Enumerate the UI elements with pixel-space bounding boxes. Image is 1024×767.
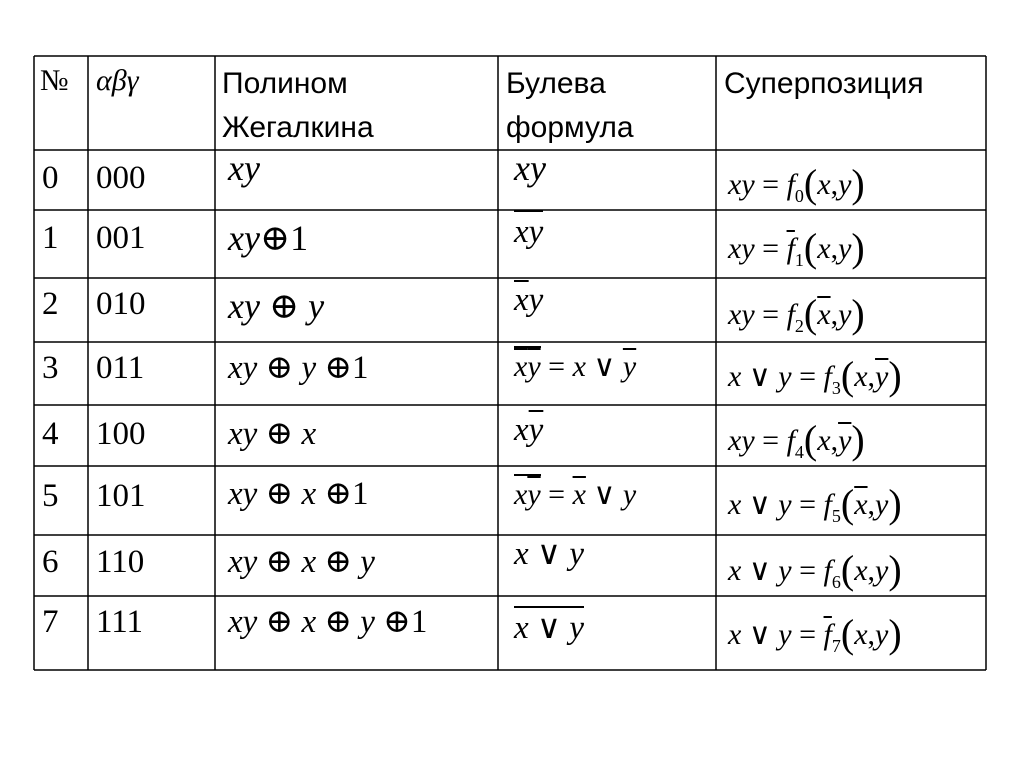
term-y: y	[778, 488, 792, 521]
zhegalkin-3	[228, 352, 369, 385]
term-one: 1	[352, 476, 369, 512]
row-num-6: 6	[42, 544, 59, 580]
term-y: y	[838, 298, 852, 331]
boolean-2	[514, 284, 543, 317]
term-x: x	[728, 360, 742, 393]
term-xy: xy	[228, 416, 258, 452]
term-x: x	[301, 604, 317, 640]
xor-symbol: ⊕	[265, 416, 294, 452]
comma: ,	[830, 424, 839, 457]
or-symbol: ∨	[593, 350, 616, 383]
superposition-2	[728, 291, 865, 336]
eq-symbol: =	[762, 424, 780, 457]
term-y: y	[569, 610, 584, 646]
term-xy: xy	[514, 148, 546, 188]
xor-symbol: ⊕	[265, 544, 294, 580]
superposition-1	[728, 225, 865, 270]
paren-left: (	[803, 225, 818, 270]
term-one: 1	[352, 350, 369, 386]
paren-right: )	[888, 547, 902, 592]
row-abg-2: 010	[96, 286, 146, 322]
term-y: y	[622, 478, 637, 511]
term-y-negated: $\overline{y}$	[875, 360, 889, 393]
paren-right: )	[851, 225, 865, 270]
header-abg: αβγ	[96, 64, 139, 97]
function-f: f	[823, 360, 832, 393]
term-y-negated: $\overline{y}$	[527, 478, 541, 511]
superposition-7	[728, 611, 902, 656]
header-superposition: Суперпозиция	[724, 67, 924, 100]
term-x: x	[817, 232, 831, 265]
term-x: x	[572, 350, 586, 383]
comma: ,	[867, 554, 876, 587]
term-x: x	[854, 554, 868, 587]
row-num-5: 5	[42, 478, 59, 514]
function-f: f	[823, 554, 832, 587]
eq-symbol: =	[762, 232, 780, 265]
comma: ,	[867, 488, 876, 521]
paren-right: )	[851, 161, 865, 206]
or-symbol: ∨	[748, 554, 771, 587]
function-subscript: 6	[831, 572, 841, 592]
function-subscript: 7	[831, 636, 841, 656]
term-xy: xy	[728, 424, 755, 457]
paren-left: (	[803, 417, 818, 462]
function-f-negated: $\overline{f}$	[786, 232, 795, 265]
term-x: x	[514, 536, 529, 572]
xor-symbol: ⊕	[383, 604, 411, 640]
function-f: f	[823, 488, 832, 521]
term-x: x	[301, 476, 317, 512]
term-x-negated: $\overline{x}$	[514, 350, 528, 383]
term-xy: xy	[228, 476, 258, 512]
xor-symbol: ⊕	[265, 476, 294, 512]
function-f: f	[786, 424, 795, 457]
eq-symbol: =	[548, 350, 566, 383]
superposition-4	[728, 417, 865, 462]
zhegalkin-7	[228, 606, 427, 639]
xor-symbol: ⊕	[324, 476, 353, 512]
row-num-2: 2	[42, 286, 59, 322]
function-subscript: 4	[794, 442, 804, 462]
term-y: y	[528, 282, 544, 318]
function-f-negated: $\overline{f}$	[823, 618, 832, 651]
xor-symbol: ⊕	[259, 218, 291, 258]
zhegalkin-2	[228, 288, 324, 324]
term-x-negated: $\overline{x}$	[854, 488, 868, 521]
function-subscript: 5	[831, 506, 841, 526]
eq-symbol: =	[799, 618, 817, 651]
function-f: f	[786, 298, 795, 331]
header-zhegalkin: Полином Жегалкина	[222, 67, 374, 144]
term-y-negated: $\overline{y}$	[528, 412, 544, 448]
or-symbol: ∨	[748, 488, 771, 521]
superposition-0	[728, 161, 865, 206]
function-subscript: 2	[794, 316, 804, 336]
comma: ,	[867, 618, 876, 651]
eq-symbol: =	[799, 554, 817, 587]
paren-left: (	[840, 611, 855, 656]
negated-term	[514, 346, 541, 383]
zhegalkin-6	[228, 546, 375, 579]
eq-symbol: =	[548, 478, 566, 511]
eq-symbol: =	[799, 360, 817, 393]
row-abg-1: 001	[96, 220, 146, 256]
paren-right: )	[888, 481, 902, 526]
term-x: x	[728, 554, 742, 587]
function-subscript: 0	[794, 186, 804, 206]
zhegalkin-5	[228, 478, 369, 511]
paren-left: (	[803, 291, 818, 336]
header-boolean: Булева формула	[506, 67, 634, 144]
negated-term	[514, 606, 584, 646]
row-num-3: 3	[42, 350, 59, 386]
eq-symbol: =	[799, 488, 817, 521]
row-abg-5: 101	[96, 478, 146, 514]
boolean-0	[514, 150, 546, 186]
row-num-0: 0	[42, 160, 59, 196]
term-y: y	[778, 618, 792, 651]
term-xy: xy	[228, 350, 258, 386]
term-y: y	[778, 360, 792, 393]
term-x: x	[728, 488, 742, 521]
row-abg-6: 110	[96, 544, 145, 580]
paren-left: (	[840, 481, 855, 526]
xor-symbol: ⊕	[324, 544, 353, 580]
term-one: 1	[410, 604, 428, 640]
term-x-negated: $\overline{x}$	[817, 298, 831, 331]
term-y-negated: $\overline{y}$	[527, 350, 541, 383]
boolean-4	[514, 414, 543, 447]
term-y: y	[875, 488, 889, 521]
term-x: x	[728, 618, 742, 651]
xor-symbol: ⊕	[265, 350, 294, 386]
row-abg-0: 000	[96, 160, 146, 196]
row-num-1: 1	[42, 220, 59, 256]
term-y: y	[301, 350, 317, 386]
comma: ,	[867, 360, 876, 393]
term-xy: xy	[228, 604, 258, 640]
zhegalkin-1	[228, 220, 308, 256]
zhegalkin-0	[228, 150, 260, 186]
paren-left: (	[803, 161, 818, 206]
row-abg-7: 111	[96, 604, 144, 640]
term-y: y	[838, 232, 852, 265]
negated-term: xy	[514, 210, 543, 250]
term-x: x	[301, 544, 317, 580]
xor-symbol: ⊕	[265, 604, 294, 640]
term-x: x	[514, 412, 529, 448]
term-y: y	[838, 168, 852, 201]
term-y: y	[569, 536, 584, 572]
row-num-4: 4	[42, 416, 59, 452]
term-xy: xy	[228, 544, 258, 580]
or-symbol: ∨	[593, 478, 616, 511]
function-subscript: 1	[794, 250, 804, 270]
paren-right: )	[851, 291, 865, 336]
row-abg-3: 011	[96, 350, 145, 386]
paren-right: )	[888, 353, 902, 398]
function-subscript: 3	[831, 378, 841, 398]
boolean-7	[514, 612, 584, 645]
term-x: x	[514, 610, 529, 646]
function-f: f	[786, 168, 795, 201]
term-x-negated: $\overline{x}$	[572, 478, 586, 511]
row-num-7: 7	[42, 604, 59, 640]
superposition-6	[728, 547, 902, 592]
paren-left: (	[840, 547, 855, 592]
term-xy: xy	[228, 218, 260, 258]
or-symbol: ∨	[536, 536, 562, 572]
term-x: x	[817, 168, 831, 201]
comma: ,	[830, 168, 839, 201]
or-symbol: ∨	[748, 618, 771, 651]
term-x: x	[817, 424, 831, 457]
term-y: y	[360, 544, 375, 580]
term-xy: xy	[228, 148, 260, 188]
eq-symbol: =	[762, 298, 780, 331]
xor-symbol: ⊕	[324, 604, 353, 640]
boolean-6	[514, 538, 584, 571]
zhegalkin-4	[228, 418, 316, 451]
term-x: x	[301, 416, 317, 452]
negated-term	[514, 474, 541, 511]
or-symbol: ∨	[536, 610, 562, 646]
term-xy: xy	[728, 298, 755, 331]
paren-left: (	[840, 353, 855, 398]
header-num: №	[40, 64, 69, 97]
xor-symbol: ⊕	[324, 350, 353, 386]
boolean-3	[514, 352, 636, 382]
xor-symbol: ⊕	[268, 286, 300, 326]
term-y-negated: $\overline{y}$	[622, 350, 637, 383]
boolean-5	[514, 480, 636, 510]
or-symbol: ∨	[748, 360, 771, 393]
term-xy: xy	[728, 232, 755, 265]
comma: ,	[830, 298, 839, 331]
eq-symbol: =	[762, 168, 780, 201]
term-y: y	[875, 554, 889, 587]
term-x: x	[854, 618, 868, 651]
term-y: y	[360, 604, 375, 640]
term-xy: xy	[728, 168, 755, 201]
superposition-3	[728, 353, 902, 398]
paren-right: )	[851, 417, 865, 462]
term-y: y	[308, 286, 325, 326]
term-x: x	[514, 478, 528, 511]
comma: ,	[830, 232, 839, 265]
term-one: 1	[290, 218, 309, 258]
paren-right: )	[888, 611, 902, 656]
term-x: x	[854, 360, 868, 393]
row-abg-4: 100	[96, 416, 146, 452]
term-xy: xy	[228, 286, 260, 326]
term-y: y	[875, 618, 889, 651]
term-x-negated: $\overline{x}$	[514, 282, 529, 318]
term-y: y	[778, 554, 792, 587]
boolean-1	[514, 216, 543, 249]
term-y-negated: $\overline{y}$	[838, 424, 852, 457]
superposition-5	[728, 481, 902, 526]
